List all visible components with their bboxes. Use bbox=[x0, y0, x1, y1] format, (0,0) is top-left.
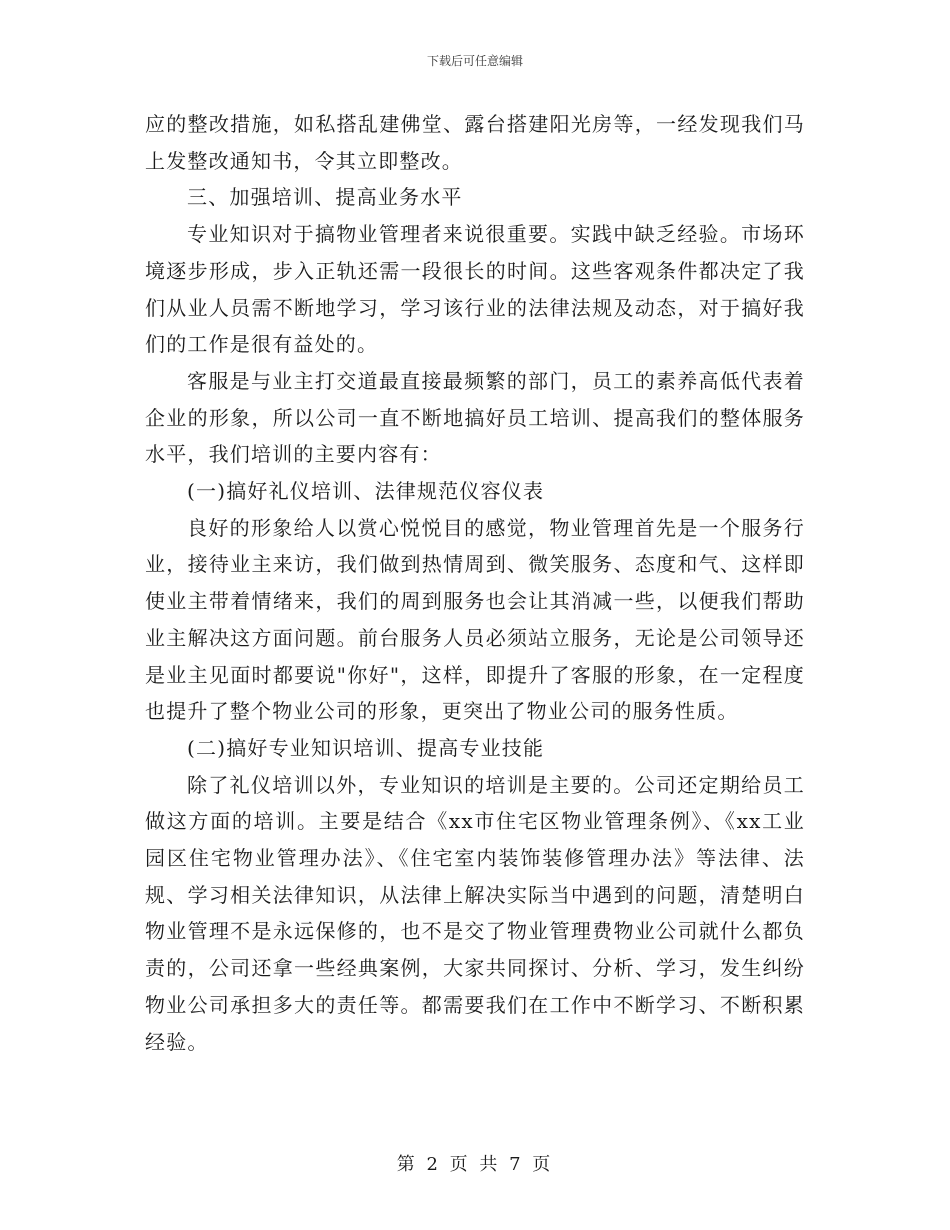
subheading-2: (二)搞好专业知识培训、提高专业技能 bbox=[187, 735, 545, 760]
page-footer: 第 2 页 共 7 页 bbox=[396, 1154, 554, 1175]
page-header: 下载后可任意编辑 bbox=[426, 54, 523, 68]
subheading-1: (一)搞好礼仪培训、法律规范仪容仪表 bbox=[187, 479, 545, 504]
paragraph-5: 除了礼仪培训以外，专业知识的培训是主要的。公司还定期给员工做这方面的培训。主要是结合《xx市住宅区物业管理条例》、《xx工业园区住宅物业管理办法》、《住宅室内装饰装修管理办法》等法律、法规、学习相关法律知识，从法律上解决实际当中遇到的问题，清楚明白物业管理不是永远保修的，也不是交了物业管理费物业公司就什么都负责的，公司还拿一些经典案例，大家共同探讨、分析、学习，发生纠纷物业公司承担多大的责任等。都需要我们在工作中不断学习、不断积累经验。 bbox=[145, 772, 805, 1054]
paragraph-1: 应的整改措施，如私搭乱建佛堂、露台搭建阳光房等，一经发现我们马上发整改通知书，令其立即整改。 bbox=[145, 112, 805, 173]
paragraph-3: 客服是与业主打交道最直接最频繁的部门，员工的素养高低代表着企业的形象，所以公司一直不断地搞好员工培训、提高我们的整体服务水平，我们培训的主要内容有： bbox=[145, 368, 805, 467]
paragraph-4: 良好的形象给人以赏心悦悦目的感觉，物业管理首先是一个服务行业，接待业主来访，我们做到热情周到、微笑服务、态度和气、这样即使业主带着情绪来，我们的周到服务也会让其消减一些，以便我们帮助业主解决这方面问题。前台服务人员必须站立服务，无论是公司领导还是业主见面时都要说"你好"，这样，即提升了客服的形象，在一定程度也提升了整个物业公司的形象，更突出了物业公司的服务性质。 bbox=[145, 515, 805, 724]
document-body bbox=[145, 106, 805, 1060]
section-heading-3: 三、加强培训、提高业务水平 bbox=[187, 185, 463, 210]
paragraph-2: 专业知识对于搞物业管理者来说很重要。实践中缺乏经验。市场环境逐步形成，步入正轨还需一段很长的时间。这些客观条件都决定了我们从业人员需不断地学习，学习该行业的法律法规及动态，对于搞好我们的工作是很有益处的。 bbox=[145, 222, 805, 357]
